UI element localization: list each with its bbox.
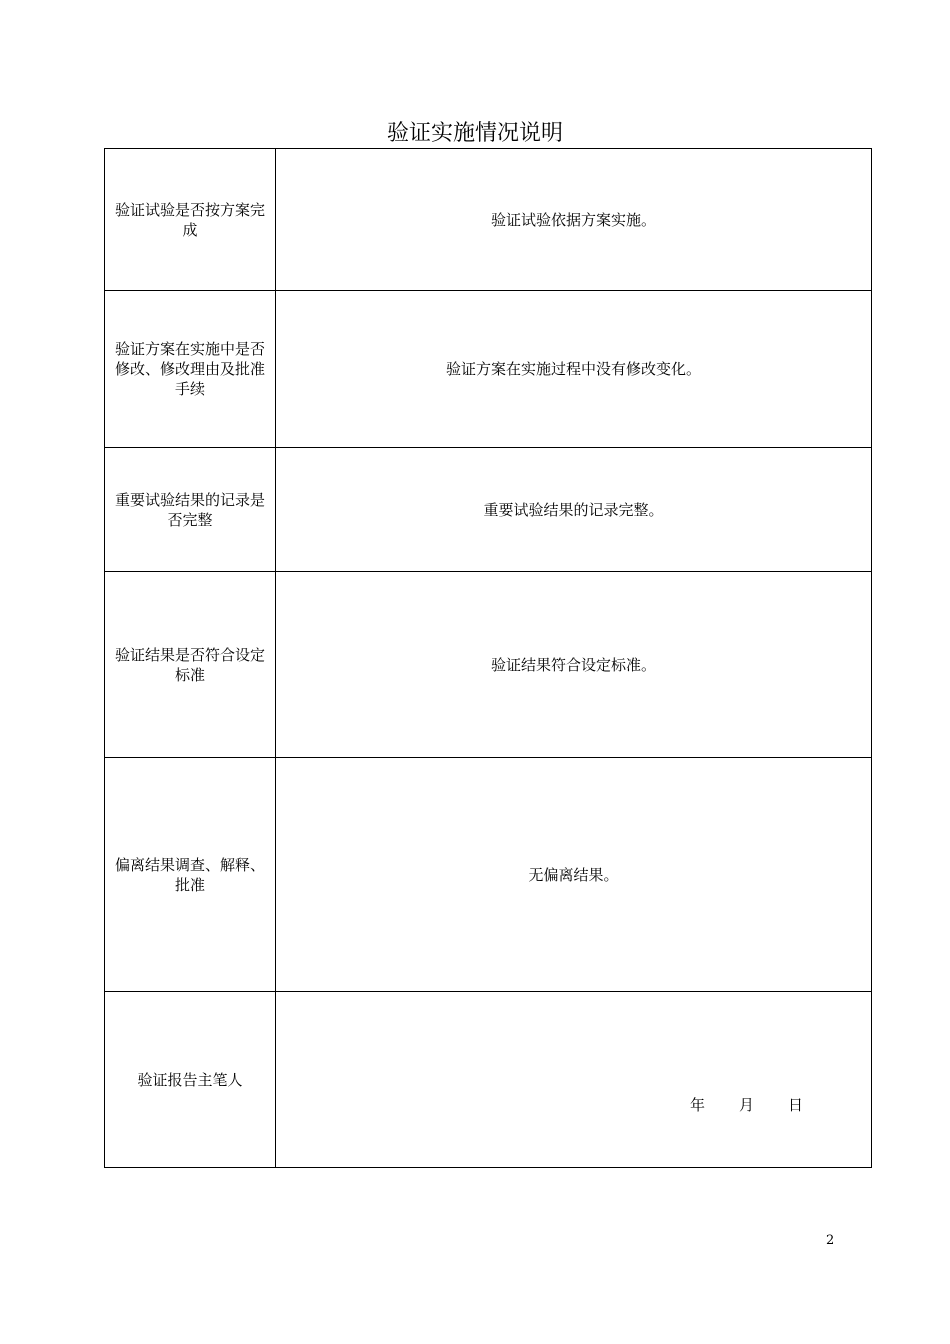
row-value-cell <box>276 758 872 992</box>
table-row <box>105 149 872 291</box>
row-label: 重要试验结果的记录是否完整 <box>114 490 265 529</box>
row-value-cell <box>276 572 872 758</box>
page-title: 验证实施情况说明 <box>386 121 563 146</box>
row-value-cell <box>276 291 872 448</box>
page-number: 2 <box>826 1233 835 1248</box>
table-row <box>105 758 872 992</box>
row-value: 重要试验结果的记录完整。 <box>483 500 664 519</box>
row-label: 偏离结果调查、解释、批准 <box>114 855 265 894</box>
table-row <box>105 448 872 572</box>
row-label-cell <box>105 448 276 572</box>
signature-label: 验证报告主笔人 <box>137 1070 243 1089</box>
signature-row <box>105 992 872 1168</box>
row-label: 验证试验是否按方案完成 <box>114 200 265 239</box>
date-month: 月 <box>738 1096 754 1114</box>
row-value: 无偏离结果。 <box>528 865 619 884</box>
row-label-cell <box>105 149 276 291</box>
signature-label-cell <box>105 992 276 1168</box>
row-label-cell <box>105 758 276 992</box>
row-label: 验证结果是否符合设定标准 <box>114 645 265 684</box>
verification-table <box>104 148 872 1168</box>
table-row <box>105 572 872 758</box>
row-label-cell <box>105 291 276 448</box>
row-value: 验证试验依据方案实施。 <box>490 210 656 229</box>
row-label: 验证方案在实施中是否修改、修改理由及批准手续 <box>114 340 265 398</box>
signature-cell[interactable] <box>276 992 872 1168</box>
date-year: 年 <box>689 1096 705 1114</box>
signature-date <box>690 1095 803 1115</box>
row-value: 验证方案在实施过程中没有修改变化。 <box>445 360 701 378</box>
row-value-cell <box>276 448 872 572</box>
date-day: 日 <box>787 1096 803 1114</box>
row-value-cell <box>276 149 872 291</box>
table-row <box>105 291 872 448</box>
row-value: 验证结果符合设定标准。 <box>490 655 656 674</box>
row-label-cell <box>105 572 276 758</box>
